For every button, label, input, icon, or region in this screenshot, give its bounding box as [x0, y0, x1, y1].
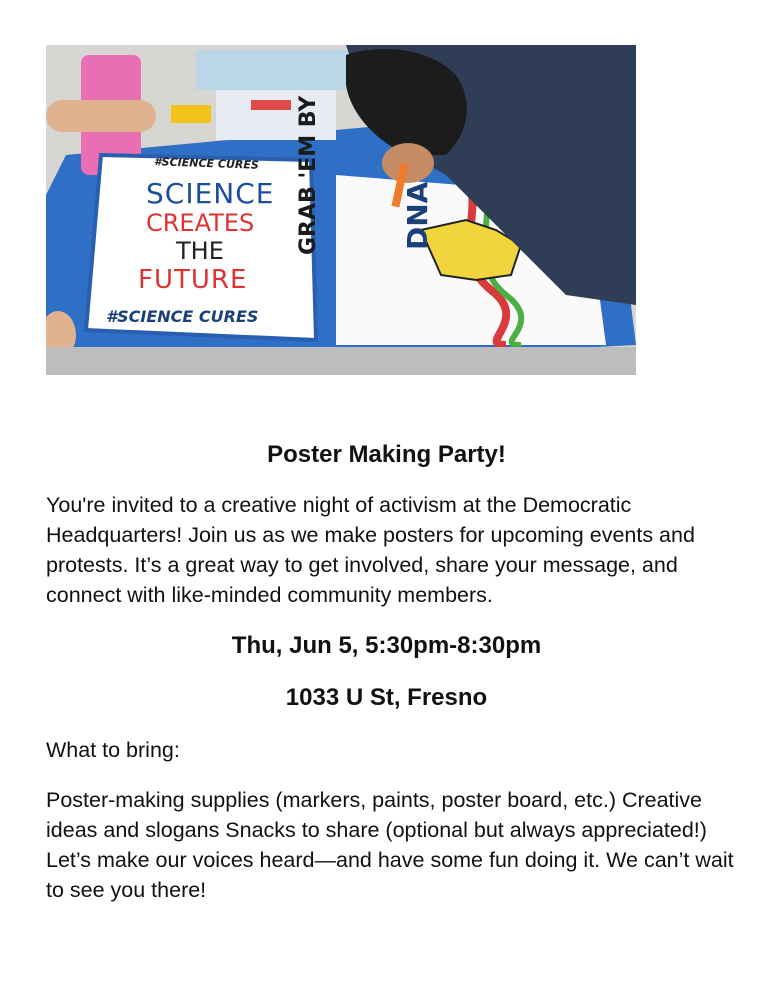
event-photo: [46, 45, 636, 375]
event-address: 1033 U St, Fresno: [285, 684, 488, 711]
event-datetime: Thu, Jun 5, 5:30pm-8:30pm: [231, 632, 542, 659]
photo-bottom-band: [46, 347, 636, 375]
sign-dna: DNA: [401, 181, 434, 250]
sign-hashtag-bottom: #SCIENCE CURES: [106, 307, 259, 326]
sign-line-future: FUTURE: [138, 265, 248, 295]
sign-grab-em-by: GRAB 'EM BY: [296, 95, 321, 255]
sign-line-creates: CREATES: [146, 209, 255, 237]
sign-line-the: THE: [176, 237, 224, 265]
what-to-bring-label: What to bring:: [46, 738, 180, 762]
event-intro: You're invited to a creative night of activism at the Democratic Headquarters! Join us as we make posters for upcoming events and protests. It’s a great way to get involved, share your message, and connect with like-minded community members.: [46, 493, 695, 607]
sign-line-science: SCIENCE: [146, 177, 275, 210]
what-to-bring-details: Poster-making supplies (markers, paints, poster board, etc.) Creative ideas and slogans Snacks to share (optional but always appreciated!) Let’s make our voices heard—and have some fun doing it. We can’t wait to see you there!: [46, 788, 734, 902]
sign-hashtag-top: #SCIENCE CURES: [153, 155, 259, 172]
event-title: Poster Making Party!: [267, 441, 506, 468]
